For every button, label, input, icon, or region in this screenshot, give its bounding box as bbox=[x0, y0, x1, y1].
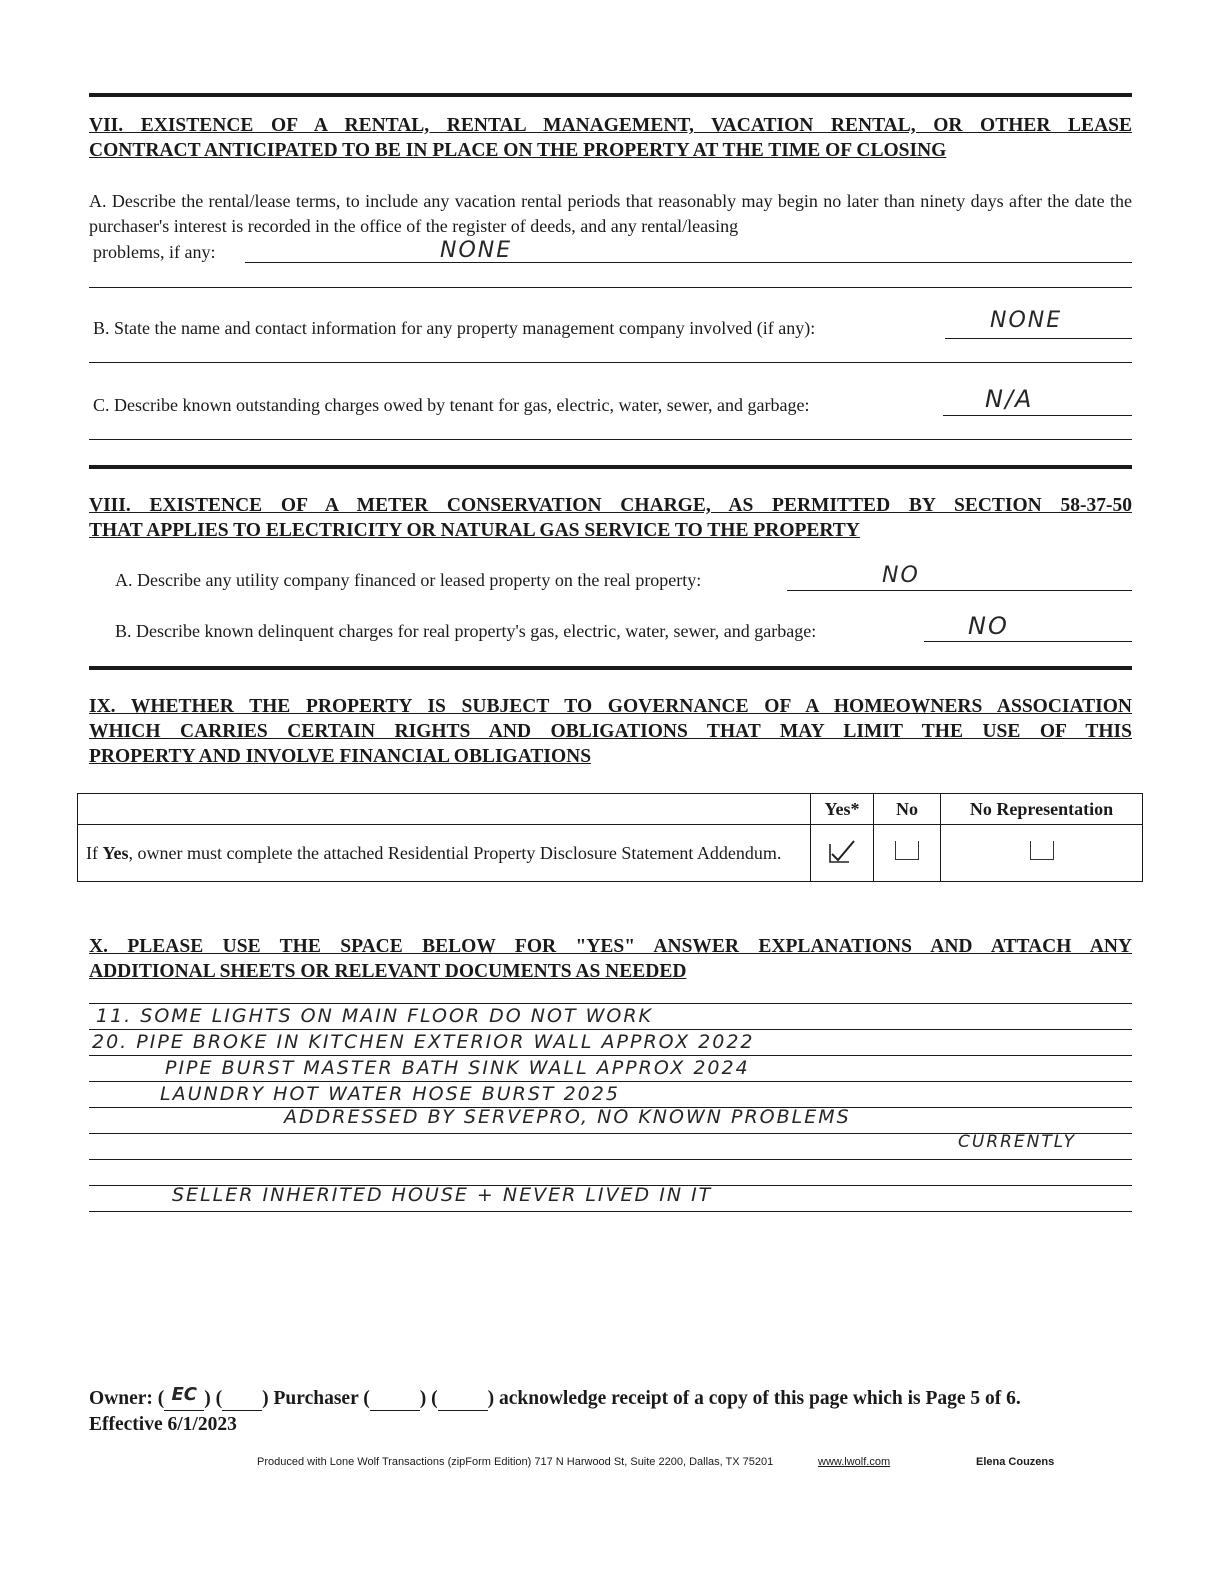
section10-heading-line1: X. PLEASE USE THE SPACE BELOW FOR "YES" ANSWER EXPLANATIONS AND ATTACH ANY bbox=[89, 936, 1132, 957]
purchaser-label: ) Purchaser ( bbox=[262, 1388, 370, 1409]
section-divider bbox=[89, 465, 1132, 469]
explanation-line bbox=[89, 1055, 1132, 1056]
section7-a-tail: problems, if any: bbox=[93, 242, 216, 262]
section7-heading-line2: CONTRACT ANTICIPATED TO BE IN PLACE ON THE PROPERTY AT THE TIME OF CLOSING bbox=[89, 140, 947, 161]
section8-heading bbox=[89, 493, 1132, 543]
hoa-col-norep: No Representation bbox=[941, 794, 1143, 825]
owner-initials: EC bbox=[171, 1384, 198, 1405]
hoa-yes-checkbox[interactable] bbox=[827, 838, 857, 864]
section9-heading-line1: IX. WHETHER THE PROPERTY IS SUBJECT TO GOVERNANCE OF A HOMEOWNERS ASSOCIATION bbox=[89, 696, 1132, 717]
section8-b-answer-line bbox=[924, 641, 1132, 642]
explanation-text[interactable]: SELLER INHERITED HOUSE + NEVER LIVED IN IT bbox=[172, 1184, 713, 1206]
explanation-line bbox=[89, 1003, 1132, 1004]
section8-a-row bbox=[89, 568, 1132, 592]
explanation-line bbox=[89, 1211, 1132, 1212]
section10-heading bbox=[89, 934, 1132, 984]
section7-a-text bbox=[89, 189, 1132, 239]
blank-line bbox=[89, 287, 1132, 288]
hoa-norep-cell bbox=[941, 825, 1143, 882]
paren-close-open: ) ( bbox=[204, 1388, 223, 1409]
website-link[interactable]: www.lwolf.com bbox=[818, 1456, 891, 1468]
hoa-no-cell bbox=[874, 825, 941, 882]
hoa-row-bold: Yes bbox=[102, 843, 129, 863]
section7-c-answer-line bbox=[943, 415, 1132, 416]
section8-a-answer-line bbox=[787, 590, 1132, 591]
acknowledgement-text: ) acknowledge receipt of a copy of this page which is Page 5 of 6. bbox=[487, 1388, 1021, 1409]
hoa-table-row bbox=[78, 825, 1143, 882]
explanation-text[interactable]: ADDRESSED BY SERVEPRO, NO KNOWN PROBLEMS bbox=[284, 1106, 851, 1128]
hoa-header-blank bbox=[78, 794, 811, 825]
section7-heading-line1: VII. EXISTENCE OF A RENTAL, RENTAL MANAGEMENT, VACATION RENTAL, OR OTHER LEASE bbox=[89, 115, 1132, 136]
section7-a-answer-row bbox=[89, 240, 1132, 264]
section7-c-answer[interactable]: N/A bbox=[985, 385, 1034, 413]
hoa-table-header bbox=[78, 794, 1143, 825]
purchaser1-initials-field[interactable] bbox=[370, 1388, 420, 1411]
produced-with: Produced with Lone Wolf Transactions (zipForm Edition) 717 N Harwood St, Suite 2200, Dallas, TX 75201 bbox=[257, 1456, 774, 1468]
hoa-no-checkbox[interactable] bbox=[895, 841, 919, 860]
section7-heading bbox=[89, 113, 1132, 163]
hoa-col-yes: Yes* bbox=[811, 794, 874, 825]
section7-b-row bbox=[89, 316, 1132, 340]
section7-b-answer-line bbox=[945, 338, 1132, 339]
section9-heading-line3: PROPERTY AND INVOLVE FINANCIAL OBLIGATIONS bbox=[89, 746, 592, 767]
hoa-col-no: No bbox=[874, 794, 941, 825]
section10-heading-line2: ADDITIONAL SHEETS OR RELEVANT DOCUMENTS AS NEEDED bbox=[89, 961, 687, 982]
section8-a-answer[interactable]: NO bbox=[882, 563, 920, 588]
hoa-norep-checkbox[interactable] bbox=[1030, 841, 1054, 860]
owner2-initials-field[interactable] bbox=[222, 1388, 262, 1411]
section7-c-question: C. Describe known outstanding charges owed by tenant for gas, electric, water, sewer, and garbage: bbox=[93, 395, 810, 415]
effective-date: Effective 6/1/2023 bbox=[89, 1414, 237, 1435]
section8-heading-line2: THAT APPLIES TO ELECTRICITY OR NATURAL GAS SERVICE TO THE PROPERTY bbox=[89, 520, 860, 541]
hoa-row-text bbox=[78, 825, 811, 882]
explanation-text[interactable]: 20. PIPE BROKE IN KITCHEN EXTERIOR WALL APPROX 2022 bbox=[92, 1031, 755, 1053]
owner-initials-field[interactable] bbox=[164, 1384, 204, 1411]
hoa-table bbox=[77, 793, 1143, 882]
section8-heading-line1: VIII. EXISTENCE OF A METER CONSERVATION CHARGE, AS PERMITTED BY SECTION 58-37-50 bbox=[89, 495, 1132, 516]
section7-b-answer[interactable]: NONE bbox=[990, 308, 1063, 333]
checkmark-icon bbox=[827, 838, 857, 864]
purchaser2-initials-field[interactable] bbox=[438, 1388, 488, 1411]
explanation-text[interactable]: LAUNDRY HOT WATER HOSE BURST 2025 bbox=[160, 1083, 620, 1105]
section-divider bbox=[89, 666, 1132, 670]
explanation-text[interactable]: PIPE BURST MASTER BATH SINK WALL APPROX 2024 bbox=[165, 1057, 750, 1079]
hoa-yes-cell bbox=[811, 825, 874, 882]
section7-b-question: B. State the name and contact information for any property management company involved (if any): bbox=[93, 318, 816, 338]
owner-label: Owner: ( bbox=[89, 1388, 165, 1409]
hoa-row-prefix: If bbox=[86, 843, 103, 863]
section8-b-answer[interactable]: NO bbox=[968, 612, 1009, 640]
explanation-text[interactable]: 11. SOME LIGHTS ON MAIN FLOOR DO NOT WORK bbox=[96, 1005, 653, 1027]
section7-c-row bbox=[89, 393, 1132, 417]
section-divider bbox=[89, 93, 1132, 97]
section7-a-question: A. Describe the rental/lease terms, to include any vacation rental periods that reasonably may begin no later than ninety days after the date the purchaser's interest is recorded in the office of the register of deeds, and any rental/leasing bbox=[89, 191, 1132, 236]
section9-heading-line2: WHICH CARRIES CERTAIN RIGHTS AND OBLIGATIONS THAT MAY LIMIT THE USE OF THIS bbox=[89, 721, 1132, 742]
section8-b-question: B. Describe known delinquent charges for real property's gas, electric, water, sewer, and garbage: bbox=[115, 621, 817, 641]
explanation-text[interactable]: CURRENTLY bbox=[958, 1132, 1077, 1152]
blank-line bbox=[89, 362, 1132, 363]
hoa-row-body: , owner must complete the attached Residential Property Disclosure Statement Addendum. bbox=[128, 843, 782, 863]
section7-a-answer[interactable]: NONE bbox=[440, 238, 513, 263]
explanation-line bbox=[89, 1081, 1132, 1082]
section7-a-answer-line bbox=[245, 262, 1132, 263]
footer-acknowledgement bbox=[89, 1384, 1021, 1411]
explanation-line bbox=[89, 1029, 1132, 1030]
section8-a-question: A. Describe any utility company financed or leased property on the real property: bbox=[115, 570, 702, 590]
paren-close-open: ) ( bbox=[419, 1388, 438, 1409]
section9-heading bbox=[89, 694, 1132, 769]
agent-name: Elena Couzens bbox=[976, 1456, 1055, 1468]
blank-line bbox=[89, 439, 1132, 440]
explanation-line bbox=[89, 1159, 1132, 1160]
